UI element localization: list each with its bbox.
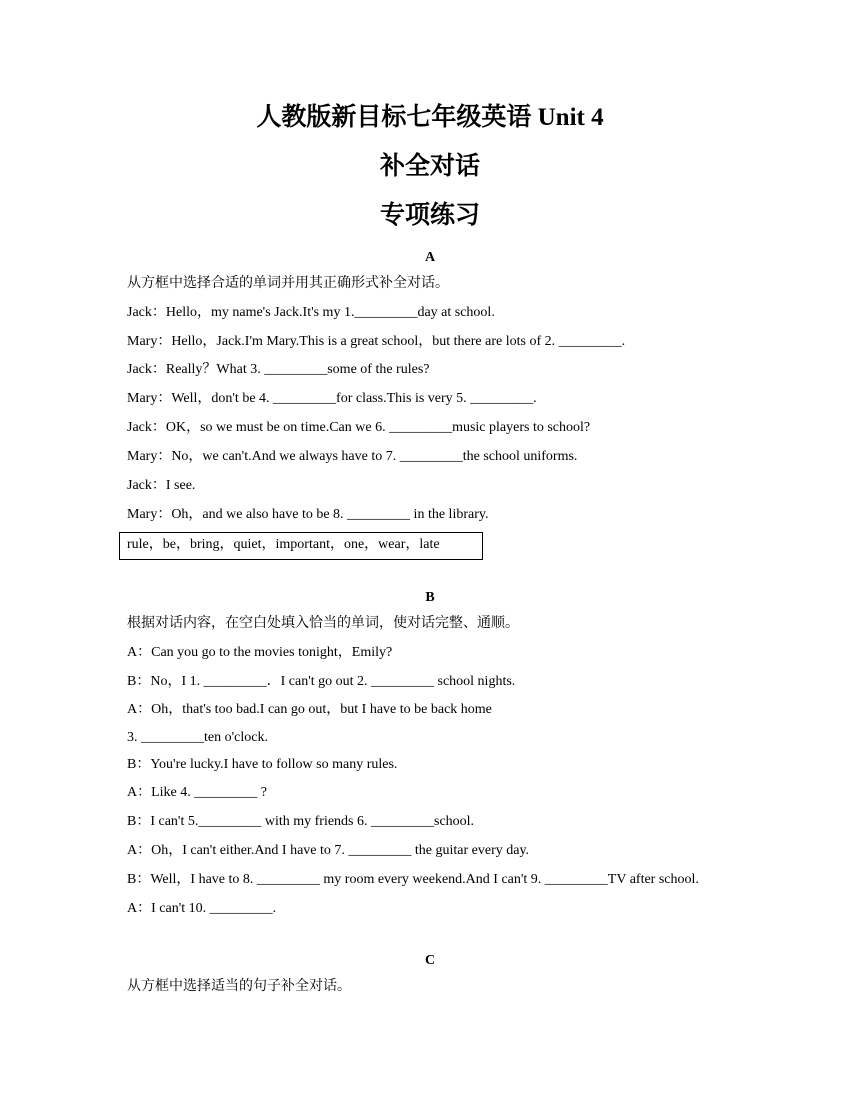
- dialogue-line: Jack：Really？What 3. _________some of the rules?: [127, 362, 430, 377]
- word-box-text: rule，be，bring，quiet，important，one，wear，late: [127, 537, 440, 552]
- title-line-3: 专项练习: [379, 202, 480, 229]
- dialogue-line: B：I can't 5._________ with my friends 6. _________school.: [127, 814, 475, 829]
- dialogue-line: B：You're lucky.I have to follow so many rules.: [127, 757, 398, 772]
- section-b-heading: B: [425, 590, 435, 605]
- dialogue-line: A：I can't 10. _________.: [127, 901, 277, 916]
- dialogue-line: B：Well，I have to 8. _________ my room every weekend.And I can't 9. _________TV after school.: [127, 872, 699, 887]
- dialogue-line: A：Like 4. _________ ?: [127, 785, 267, 800]
- dialogue-line: Jack：OK，so we must be on time.Can we 6. _________music players to school?: [127, 420, 591, 435]
- word-box: [119, 532, 483, 560]
- section-a-heading: A: [424, 250, 436, 265]
- dialogue-line: Mary：Well，don't be 4. _________for class.This is very 5. _________.: [127, 391, 537, 406]
- dialogue-line: A：Can you go to the movies tonight，Emily?: [127, 645, 393, 660]
- section-c-heading: C: [424, 953, 436, 968]
- dialogue-line: Mary：No，we can't.And we always have to 7. _________the school uniforms.: [127, 449, 578, 464]
- dialogue-line: B：No，I 1. _________．I can't go out 2. _________ school nights.: [127, 674, 516, 689]
- dialogue-line: Jack：Hello，my name's Jack.It's my 1._________day at school.: [127, 305, 495, 320]
- dialogue-line: 3. _________ten o'clock.: [127, 730, 268, 745]
- section-b-instruction: 根据对话内容，在空白处填入恰当的单词，使对话完整、通顺。: [127, 616, 519, 631]
- title-line-2: 补全对话: [379, 153, 480, 180]
- dialogue-line: A：Oh，I can't either.And I have to 7. _________ the guitar every day.: [127, 843, 530, 858]
- dialogue-line: A：Oh，that's too bad.I can go out，but I have to be back home: [127, 702, 492, 717]
- title-line-1: 人教版新目标七年级英语 Unit 4: [256, 104, 604, 131]
- dialogue-line: Mary：Oh，and we also have to be 8. _________ in the library.: [127, 507, 489, 522]
- section-a-instruction: 从方框中选择合适的单词并用其正确形式补全对话。: [127, 276, 449, 291]
- dialogue-line: Jack：I see.: [127, 478, 196, 493]
- dialogue-line: Mary：Hello，Jack.I'm Mary.This is a great school，but there are lots of 2. _________.: [127, 334, 626, 349]
- section-c-instruction: 从方框中选择适当的句子补全对话。: [127, 979, 351, 994]
